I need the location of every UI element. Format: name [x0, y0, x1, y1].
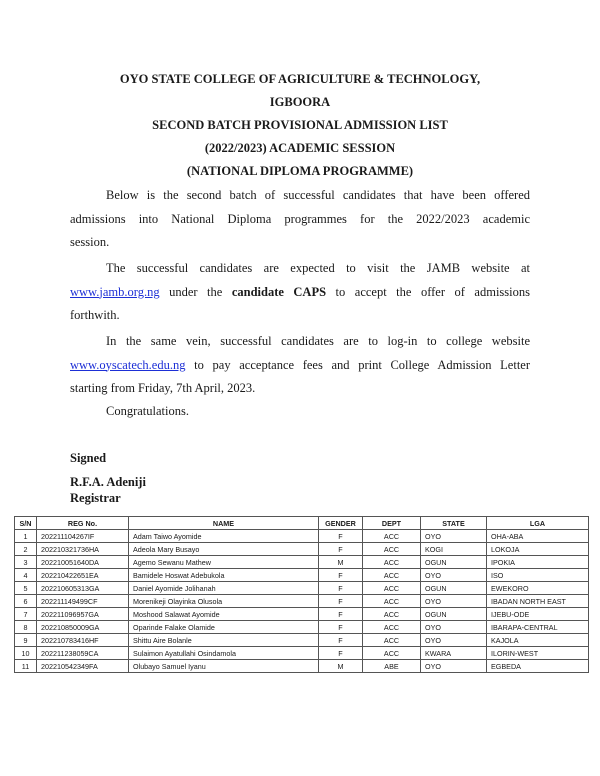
table-row	[15, 595, 589, 608]
cell-gender: F	[319, 647, 363, 660]
table-row	[15, 543, 589, 556]
cell-lga: ISO	[487, 569, 589, 582]
cell-name: Moshood Salawat Ayomide	[129, 608, 319, 621]
jamb-tail-text: to accept the offer of admissions	[335, 284, 530, 299]
cell-name: Bamidele Hoswat Adebukola	[129, 569, 319, 582]
cell-dept: ACC	[363, 647, 421, 660]
registrar-name: R.F.A. Adeniji	[70, 475, 146, 489]
candidate-caps-text: candidate CAPS	[231, 284, 327, 299]
cell-lga: OHA-ABA	[487, 530, 589, 543]
admission-table	[14, 516, 589, 673]
cell-sn: 10	[15, 647, 37, 660]
college-website-link[interactable]: www.oyscatech.edu.ng	[70, 357, 186, 372]
cell-state: OYO	[421, 530, 487, 543]
cell-state: OYO	[421, 569, 487, 582]
intro-paragraph	[70, 184, 530, 255]
table-header-row	[15, 517, 589, 530]
cell-gender: F	[319, 608, 363, 621]
cell-lga: LOKOJA	[487, 543, 589, 556]
jamb-line-3: forthwith.	[70, 308, 120, 322]
cell-dept: ACC	[363, 595, 421, 608]
table-row	[15, 634, 589, 647]
cell-dept: ACC	[363, 569, 421, 582]
cell-sn: 6	[15, 595, 37, 608]
cell-state: OGUN	[421, 608, 487, 621]
cell-name: Daniel Ayomide Jolihanah	[129, 582, 319, 595]
cell-state: OGUN	[421, 556, 487, 569]
table-row	[15, 660, 589, 673]
header-dept: DEPT	[363, 517, 421, 530]
cell-dept: ACC	[363, 543, 421, 556]
cell-dept: ACC	[363, 556, 421, 569]
college-tail-text: to pay acceptance fees and print College Admission Letter	[194, 357, 530, 372]
table-row	[15, 647, 589, 660]
cell-gender: F	[319, 543, 363, 556]
cell-gender: F	[319, 634, 363, 647]
cell-lga: ILORIN-WEST	[487, 647, 589, 660]
cell-sn: 9	[15, 634, 37, 647]
cell-name: Sulaimon Ayatullahi Osindamola	[129, 647, 319, 660]
congratulations-text: Congratulations.	[106, 404, 189, 418]
cell-dept: ACC	[363, 634, 421, 647]
cell-reg-no: 202211104267IF	[37, 530, 129, 543]
cell-lga: IBARAPA-CENTRAL	[487, 621, 589, 634]
cell-lga: IJEBU-ODE	[487, 608, 589, 621]
cell-dept: ACC	[363, 621, 421, 634]
cell-state: OGUN	[421, 582, 487, 595]
intro-line-3: session.	[70, 235, 110, 249]
cell-reg-no: 202210850009GA	[37, 621, 129, 634]
cell-name: Adeola Mary Busayo	[129, 543, 319, 556]
cell-reg-no: 202210051640DA	[37, 556, 129, 569]
cell-name: Shittu Aire Bolanle	[129, 634, 319, 647]
header-gender: GENDER	[319, 517, 363, 530]
cell-reg-no: 202211149499CF	[37, 595, 129, 608]
jamb-paragraph	[70, 257, 530, 328]
cell-lga: KAJOLA	[487, 634, 589, 647]
cell-reg-no: 202211096957GA	[37, 608, 129, 621]
congratulations-paragraph	[70, 400, 530, 424]
header-sn: S/N	[15, 517, 37, 530]
cell-gender: F	[319, 595, 363, 608]
cell-sn: 5	[15, 582, 37, 595]
jamb-mid-text: under the	[169, 284, 223, 299]
college-line-3: starting from Friday, 7th April, 2023.	[70, 381, 256, 395]
cell-dept: ACC	[363, 530, 421, 543]
cell-dept: ABE	[363, 660, 421, 673]
signed-label: Signed	[70, 451, 107, 465]
intro-line-2: admissions into National Diploma programmes for the 2022/2023 academic	[70, 211, 530, 226]
cell-state: OYO	[421, 660, 487, 673]
table-row	[15, 530, 589, 543]
cell-name: Morenikeji Olayinka Olusola	[129, 595, 319, 608]
document-heading	[60, 68, 540, 183]
cell-reg-no: 202210321736HA	[37, 543, 129, 556]
cell-dept: ACC	[363, 582, 421, 595]
cell-lga: IBADAN NORTH EAST	[487, 595, 589, 608]
cell-sn: 11	[15, 660, 37, 673]
cell-gender: F	[319, 569, 363, 582]
programme-line: (NATIONAL DIPLOMA PROGRAMME)	[186, 164, 414, 178]
cell-name: Oparinde Falake Olamide	[129, 621, 319, 634]
cell-state: OYO	[421, 634, 487, 647]
header-reg-no: REG No.	[37, 517, 129, 530]
cell-reg-no: 202210605313GA	[37, 582, 129, 595]
cell-gender: M	[319, 556, 363, 569]
cell-sn: 8	[15, 621, 37, 634]
cell-state: OYO	[421, 621, 487, 634]
jamb-line-1: The successful candidates are expected to visit the JAMB website at	[106, 261, 530, 275]
college-line-2	[70, 354, 530, 378]
table-row	[15, 621, 589, 634]
cell-name: Agemo Sewanu Mathew	[129, 556, 319, 569]
cell-reg-no: 202211238059CA	[37, 647, 129, 660]
cell-reg-no: 202210783416HF	[37, 634, 129, 647]
cell-dept: ACC	[363, 608, 421, 621]
jamb-website-link[interactable]: www.jamb.org.ng	[70, 284, 160, 299]
cell-gender: M	[319, 660, 363, 673]
cell-sn: 4	[15, 569, 37, 582]
jamb-line-2	[70, 281, 530, 305]
college-line-1: In the same vein, successful candidates are to log-in to college website	[106, 334, 530, 348]
cell-name: Olubayo Samuel Iyanu	[129, 660, 319, 673]
cell-sn: 1	[15, 530, 37, 543]
cell-state: KWARA	[421, 647, 487, 660]
header-state: STATE	[421, 517, 487, 530]
college-town-line: IGBOORA	[269, 95, 331, 109]
cell-sn: 2	[15, 543, 37, 556]
table-row	[15, 569, 589, 582]
cell-reg-no: 202210422651EA	[37, 569, 129, 582]
cell-gender: F	[319, 582, 363, 595]
college-paragraph	[70, 330, 530, 401]
cell-reg-no: 202210542349FA	[37, 660, 129, 673]
list-title: SECOND BATCH PROVISIONAL ADMISSION LIST	[152, 118, 448, 132]
header-name: NAME	[129, 517, 319, 530]
table-row	[15, 582, 589, 595]
cell-gender: F	[319, 530, 363, 543]
header-lga: LGA	[487, 517, 589, 530]
cell-state: KOGI	[421, 543, 487, 556]
college-name-line: OYO STATE COLLEGE OF AGRICULTURE & TECHNOLOGY,	[119, 72, 481, 86]
table-row	[15, 556, 589, 569]
intro-line-1: Below is the second batch of successful candidates that have been offered	[106, 188, 530, 202]
table-body	[15, 530, 589, 673]
session-line: (2022/2023) ACADEMIC SESSION	[204, 141, 396, 155]
cell-state: OYO	[421, 595, 487, 608]
registrar-title: Registrar	[70, 491, 121, 505]
cell-sn: 7	[15, 608, 37, 621]
cell-lga: EGBEDA	[487, 660, 589, 673]
cell-sn: 3	[15, 556, 37, 569]
table-row	[15, 608, 589, 621]
cell-name: Adam Taiwo Ayomide	[129, 530, 319, 543]
cell-lga: EWEKORO	[487, 582, 589, 595]
cell-lga: IPOKIA	[487, 556, 589, 569]
cell-gender: F	[319, 621, 363, 634]
